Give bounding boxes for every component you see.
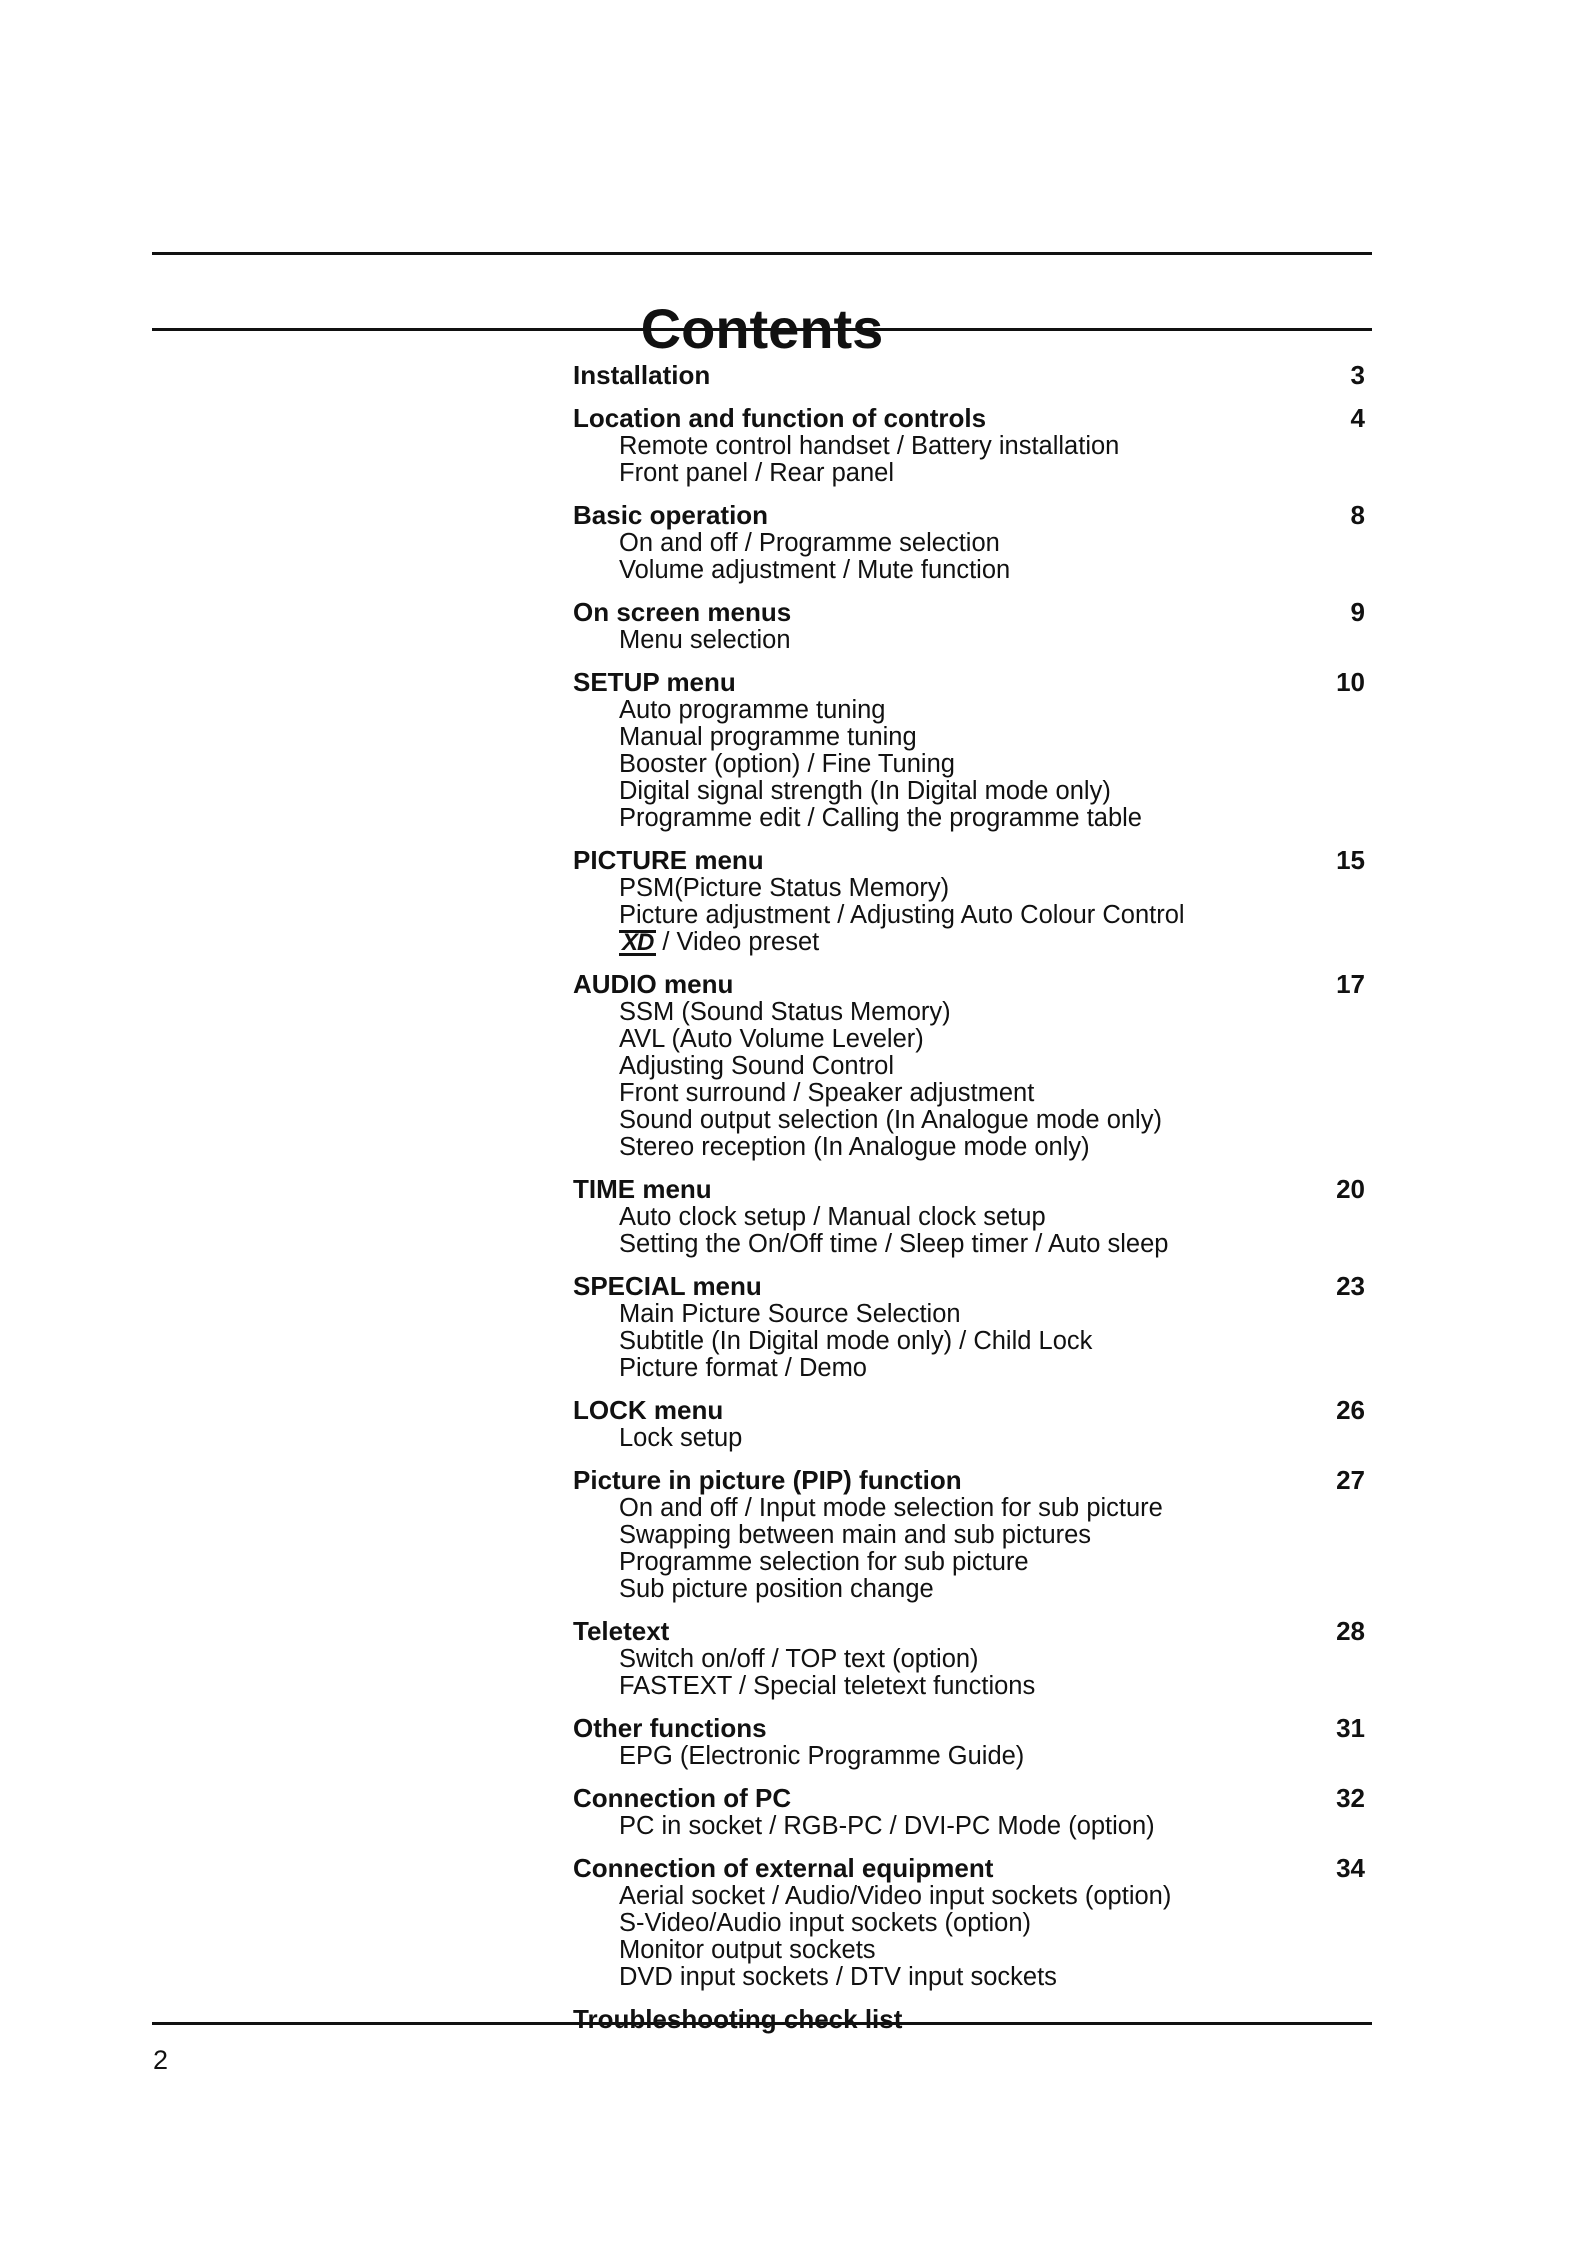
toc-subitem-text: FASTEXT / Special teletext functions xyxy=(619,1672,1036,1700)
toc-subitem-text: Lock setup xyxy=(619,1424,743,1452)
toc-heading-row xyxy=(573,1616,1371,1646)
toc-subitem-text: Adjusting Sound Control xyxy=(619,1052,895,1080)
toc-entry xyxy=(573,1713,1371,1770)
toc-entry xyxy=(573,1465,1371,1603)
page-number: 2 xyxy=(153,2045,169,2075)
toc-entry xyxy=(573,360,1371,390)
toc-entry xyxy=(573,667,1371,832)
toc-heading: LOCK menu xyxy=(573,1395,724,1425)
toc-subitem xyxy=(573,1231,1371,1258)
toc-heading-row xyxy=(573,1853,1371,1883)
toc-heading-row xyxy=(573,667,1371,697)
toc-subitem xyxy=(573,1743,1371,1770)
toc-subitem xyxy=(573,1522,1371,1549)
toc-page-number: 15 xyxy=(1336,845,1365,875)
toc-subitem xyxy=(573,1080,1371,1107)
top-rule xyxy=(152,252,1372,255)
toc-subitem xyxy=(573,929,1371,956)
toc-heading-row xyxy=(573,845,1371,875)
toc-subitem xyxy=(573,1910,1371,1937)
toc-heading: Connection of PC xyxy=(573,1783,792,1813)
toc-subitem-text: PC in socket / RGB-PC / DVI-PC Mode (option) xyxy=(619,1812,1155,1840)
toc-heading: Picture in picture (PIP) function xyxy=(573,1465,962,1495)
toc-heading: TIME menu xyxy=(573,1174,712,1204)
toc-page-number: 17 xyxy=(1336,969,1365,999)
toc-subitem xyxy=(573,1964,1371,1991)
toc-page-number: 26 xyxy=(1336,1395,1365,1425)
toc-subitem-text: EPG (Electronic Programme Guide) xyxy=(619,1742,1025,1770)
toc-entry xyxy=(573,403,1371,487)
toc-subitem xyxy=(573,1495,1371,1522)
toc-subitem-text: / Video preset xyxy=(662,928,820,956)
toc-page-number: 4 xyxy=(1350,403,1365,433)
toc-subitem-text: On and off / Input mode selection for sub picture xyxy=(619,1494,1163,1522)
xd-logo-icon: XD xyxy=(619,930,656,956)
toc-page-number: 27 xyxy=(1336,1465,1365,1495)
toc-subitem xyxy=(573,697,1371,724)
toc-subitem-text: DVD input sockets / DTV input sockets xyxy=(619,1963,1057,1991)
toc-subitem-text: Booster (option) / Fine Tuning xyxy=(619,750,955,778)
toc-heading-row xyxy=(573,500,1371,530)
toc-subitem-text: SSM (Sound Status Memory) xyxy=(619,998,951,1026)
toc-heading-row xyxy=(573,1465,1371,1495)
toc-subitem xyxy=(573,1549,1371,1576)
toc-subitem-text: Volume adjustment / Mute function xyxy=(619,556,1011,584)
toc-heading: Installation xyxy=(573,360,711,390)
toc-subitem-text: Front panel / Rear panel xyxy=(619,459,894,487)
toc-entry xyxy=(573,500,1371,584)
toc-heading: Teletext xyxy=(573,1616,670,1646)
toc-subitem-text: Stereo reception (In Analogue mode only) xyxy=(619,1133,1090,1161)
toc-subitem xyxy=(573,1576,1371,1603)
toc-heading: SETUP menu xyxy=(573,667,736,697)
toc-heading: On screen menus xyxy=(573,597,792,627)
toc-subitem-text: AVL (Auto Volume Leveler) xyxy=(619,1025,924,1053)
toc-subitem-text: Subtitle (In Digital mode only) / Child Lock xyxy=(619,1327,1093,1355)
toc-subitem xyxy=(573,433,1371,460)
toc-subitem xyxy=(573,530,1371,557)
toc-subitem xyxy=(573,627,1371,654)
toc-heading-row xyxy=(573,2004,1371,2034)
toc-entry xyxy=(573,845,1371,956)
toc-subitem-text: Switch on/off / TOP text (option) xyxy=(619,1645,979,1673)
toc-heading: Troubleshooting check list xyxy=(573,2004,903,2034)
toc-subitem-text: PSM(Picture Status Memory) xyxy=(619,874,950,902)
toc-subitem-text: Sound output selection (In Analogue mode only) xyxy=(619,1106,1162,1134)
toc-subitem-text: Manual programme tuning xyxy=(619,723,917,751)
toc-subitem xyxy=(573,1204,1371,1231)
toc-entry xyxy=(573,1395,1371,1452)
toc-subitem-text: Setting the On/Off time / Sleep timer / Auto sleep xyxy=(619,1230,1169,1258)
toc-subitem-text: Swapping between main and sub pictures xyxy=(619,1521,1092,1549)
toc-entry xyxy=(573,597,1371,654)
toc-subitem xyxy=(573,751,1371,778)
toc-subitem-text: Programme edit / Calling the programme table xyxy=(619,804,1142,832)
toc-subitem-text: Sub picture position change xyxy=(619,1575,934,1603)
toc-heading-row xyxy=(573,403,1371,433)
toc-subitem xyxy=(573,1053,1371,1080)
toc-page-number: 34 xyxy=(1336,1853,1365,1883)
toc-page-number: 10 xyxy=(1336,667,1365,697)
toc-subitem-text: Aerial socket / Audio/Video input sockets (option) xyxy=(619,1882,1172,1910)
toc-entry xyxy=(573,1853,1371,1991)
title-underline-rule xyxy=(152,328,1372,331)
toc-subitem-text: Programme selection for sub picture xyxy=(619,1548,1029,1576)
toc-heading: AUDIO menu xyxy=(573,969,734,999)
toc-subitem-text: Picture format / Demo xyxy=(619,1354,867,1382)
toc-subitem xyxy=(573,902,1371,929)
toc-subitem-text: Picture adjustment / Adjusting Auto Colour Control xyxy=(619,901,1185,929)
toc-heading: Location and function of controls xyxy=(573,403,987,433)
toc-subitem xyxy=(573,778,1371,805)
toc-heading-row xyxy=(573,360,1371,390)
toc-heading: Connection of external equipment xyxy=(573,1853,994,1883)
toc-subitem xyxy=(573,724,1371,751)
toc-heading-row xyxy=(573,969,1371,999)
toc-subitem-text: Auto programme tuning xyxy=(619,696,886,724)
toc-subitem xyxy=(573,1937,1371,1964)
toc-page-number: 8 xyxy=(1350,500,1365,530)
toc-heading: SPECIAL menu xyxy=(573,1271,762,1301)
toc-subitem xyxy=(573,1134,1371,1161)
toc-heading-row xyxy=(573,1395,1371,1425)
toc-entry xyxy=(573,1271,1371,1382)
toc-heading-row xyxy=(573,597,1371,627)
toc-page-number: 3 xyxy=(1350,360,1365,390)
toc-subitem-text: Menu selection xyxy=(619,626,791,654)
toc-subitem-text: On and off / Programme selection xyxy=(619,529,1000,557)
toc-heading-row xyxy=(573,1713,1371,1743)
toc-subitem xyxy=(573,1355,1371,1382)
toc-page-number: 20 xyxy=(1336,1174,1365,1204)
toc-subitem xyxy=(573,1673,1371,1700)
toc-subitem xyxy=(573,1301,1371,1328)
toc-entry xyxy=(573,1174,1371,1258)
toc-subitem xyxy=(573,460,1371,487)
toc-subitem xyxy=(573,1646,1371,1673)
toc-heading: Other functions xyxy=(573,1713,767,1743)
toc-subitem-text: Front surround / Speaker adjustment xyxy=(619,1079,1035,1107)
toc-subitem xyxy=(573,875,1371,902)
toc-subitem xyxy=(573,1425,1371,1452)
bottom-rule xyxy=(152,2022,1372,2025)
toc-subitem xyxy=(573,1328,1371,1355)
toc-heading-row xyxy=(573,1271,1371,1301)
toc-subitem-text: Remote control handset / Battery installation xyxy=(619,432,1120,460)
toc-subitem xyxy=(573,557,1371,584)
toc-subitem xyxy=(573,1026,1371,1053)
toc-subitem-text: Auto clock setup / Manual clock setup xyxy=(619,1203,1046,1231)
toc-subitem xyxy=(573,999,1371,1026)
toc-subitem xyxy=(573,1107,1371,1134)
toc-subitem-text: Monitor output sockets xyxy=(619,1936,876,1964)
toc-subitem-text: Digital signal strength (In Digital mode only) xyxy=(619,777,1111,805)
toc-heading: Basic operation xyxy=(573,500,769,530)
table-of-contents xyxy=(573,360,1371,2047)
toc-page-number: 23 xyxy=(1336,1271,1365,1301)
toc-subitem xyxy=(573,1883,1371,1910)
toc-heading-row xyxy=(573,1174,1371,1204)
toc-entry xyxy=(573,1616,1371,1700)
toc-page-number: 28 xyxy=(1336,1616,1365,1646)
toc-subitem-text: Main Picture Source Selection xyxy=(619,1300,961,1328)
toc-page-number: 31 xyxy=(1336,1713,1365,1743)
toc-page-number: 32 xyxy=(1336,1783,1365,1813)
toc-entry xyxy=(573,969,1371,1161)
toc-heading-row xyxy=(573,1783,1371,1813)
toc-subitem xyxy=(573,1813,1371,1840)
toc-entry xyxy=(573,2004,1371,2034)
toc-subitem xyxy=(573,805,1371,832)
toc-entry xyxy=(573,1783,1371,1840)
page-title: Contents xyxy=(640,296,884,360)
toc-page-number: 9 xyxy=(1350,597,1365,627)
toc-subitem-text: S-Video/Audio input sockets (option) xyxy=(619,1909,1032,1937)
toc-heading: PICTURE menu xyxy=(573,845,764,875)
